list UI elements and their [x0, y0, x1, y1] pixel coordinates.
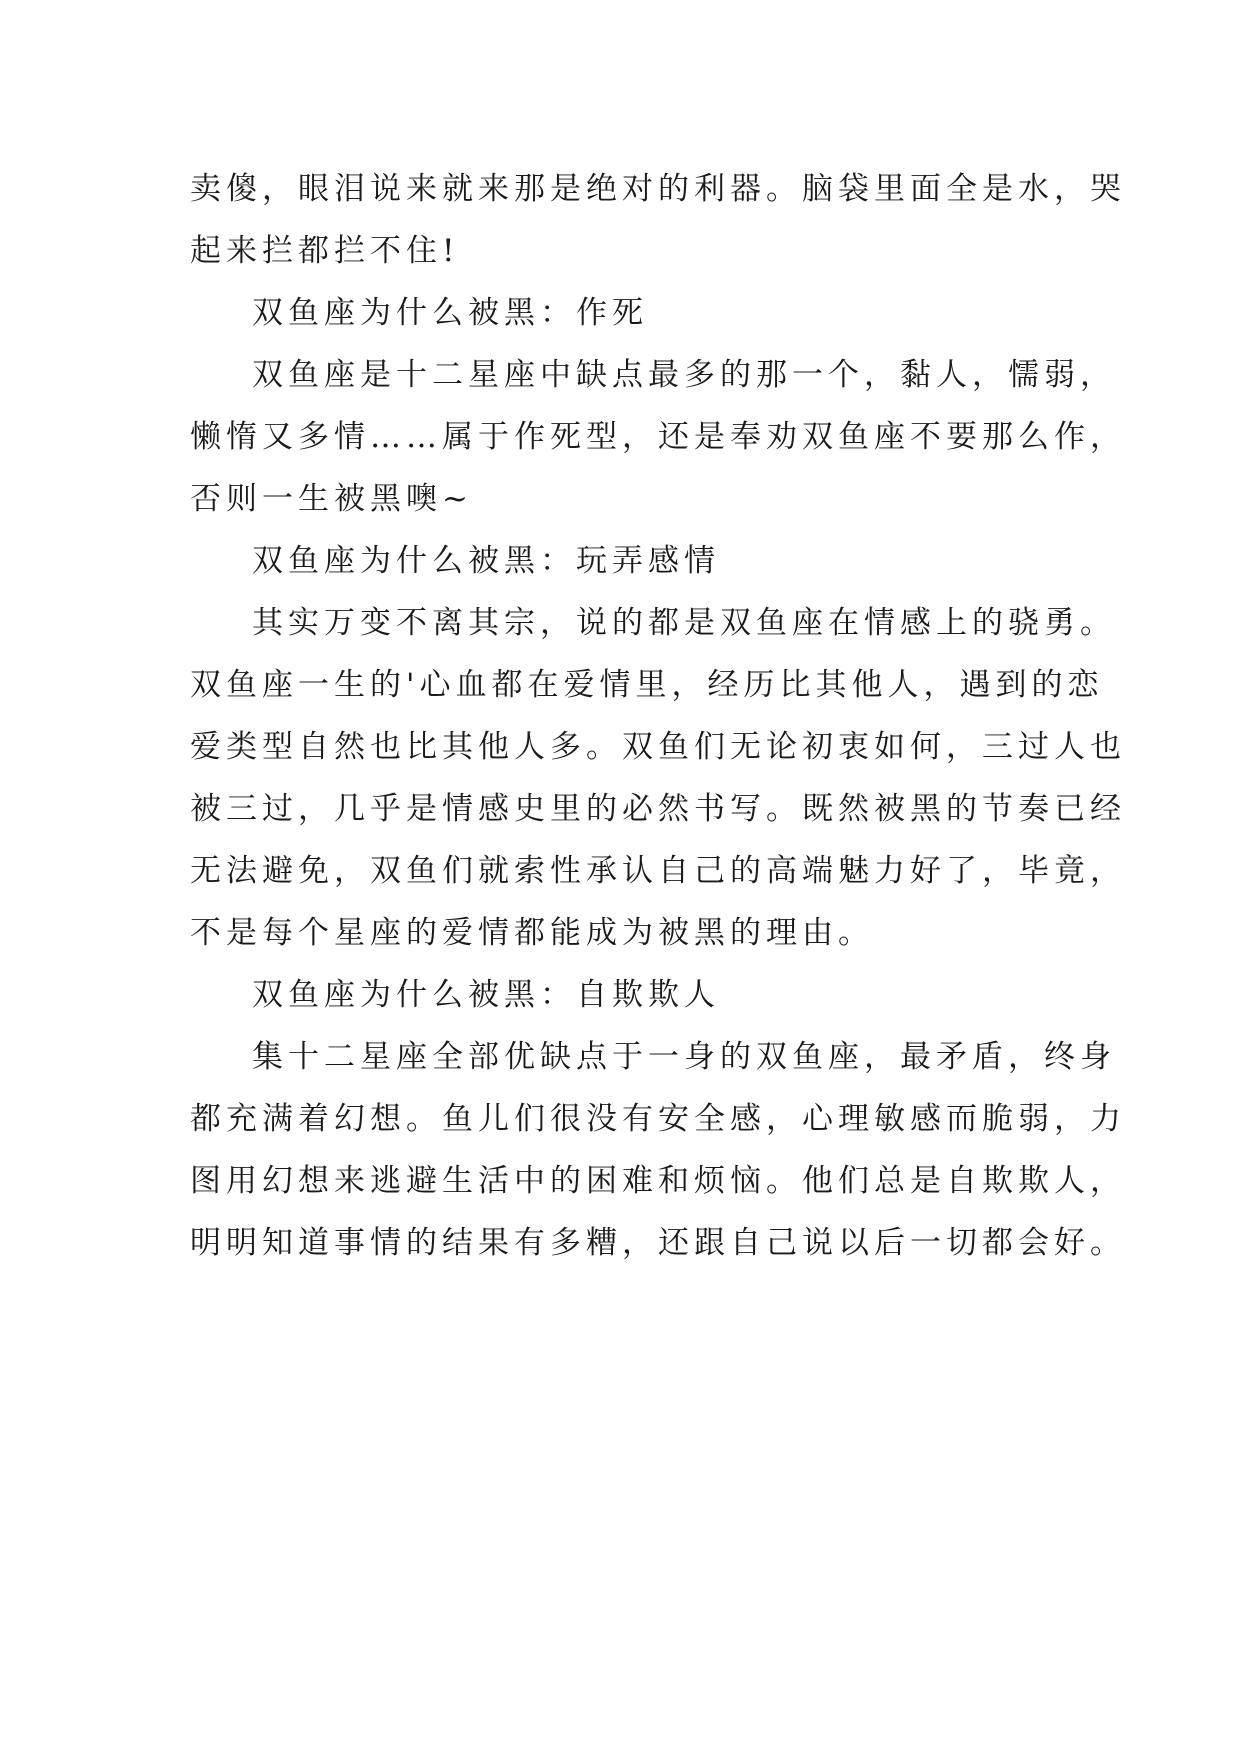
section-heading: 双鱼座为什么被黑：自欺欺人: [252, 977, 720, 1013]
text-line: 懒惰又多情……属于作死型，还是奉劝双鱼座不要那么作，: [190, 419, 1126, 455]
text-line: 集十二星座全部优缺点于一身的双鱼座，最矛盾，终身: [252, 1039, 1116, 1075]
text-line: 起来拦都拦不住!: [190, 233, 460, 269]
text-line: 被三过，几乎是情感史里的必然书写。既然被黑的节奏已经: [190, 791, 1126, 827]
text-line: 不是每个星座的爱情都能成为被黑的理由。: [190, 915, 874, 951]
document-body: [190, 158, 1126, 1274]
section-heading: 双鱼座为什么被黑：作死: [252, 295, 648, 331]
text-line: 无法避免，双鱼们就索性承认自己的高端魅力好了，毕竟，: [190, 853, 1126, 889]
text-line: 双鱼座一生的'心血都在爱情里，经历比其他人，遇到的恋: [190, 667, 1104, 703]
text-line: 图用幻想来逃避生活中的困难和烦恼。他们总是自欺欺人，: [190, 1163, 1126, 1199]
section-heading: 双鱼座为什么被黑：玩弄感情: [252, 543, 720, 579]
text-line: 卖傻，眼泪说来就来那是绝对的利器。脑袋里面全是水，哭: [190, 171, 1126, 207]
text-line: 其实万变不离其宗，说的都是双鱼座在情感上的骁勇。: [252, 605, 1116, 641]
text-line: 否则一生被黑噢~: [190, 481, 473, 517]
text-line: 爱类型自然也比其他人多。双鱼们无论初衷如何，三过人也: [190, 729, 1126, 765]
text-line: 明明知道事情的结果有多糟，还跟自己说以后一切都会好。: [190, 1225, 1126, 1261]
text-line: 都充满着幻想。鱼儿们很没有安全感，心理敏感而脆弱，力: [190, 1101, 1126, 1137]
text-line: 双鱼座是十二星座中缺点最多的那一个，黏人，懦弱，: [252, 357, 1116, 393]
